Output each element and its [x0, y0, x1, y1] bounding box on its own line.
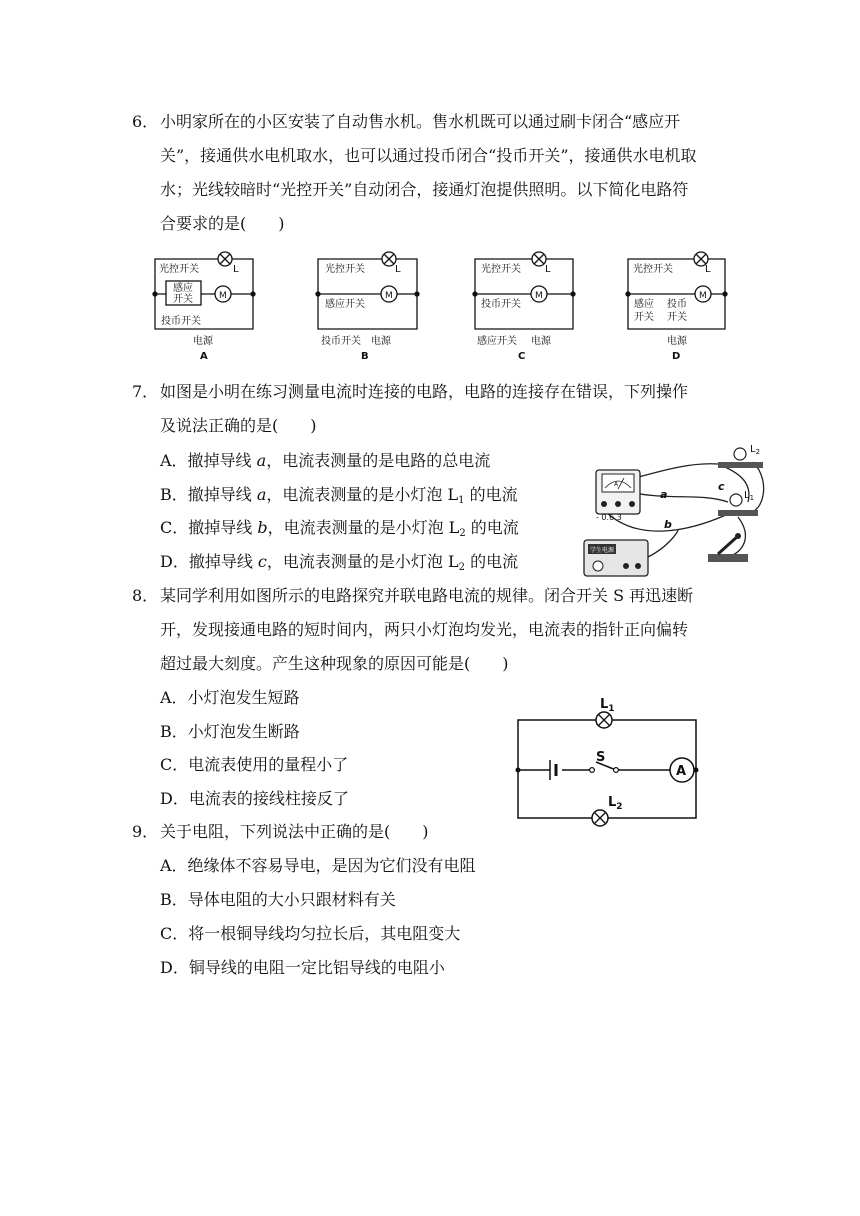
q8-parallel-circuit-figure: [510, 692, 706, 832]
circuit-a-power: 电源: [193, 336, 213, 347]
circuit-c-top-label: 光控开关: [481, 264, 521, 275]
wire-c-label: c: [718, 480, 725, 493]
q8-number: 8．: [132, 586, 159, 605]
circuit-d-top-label: 光控开关: [633, 264, 673, 275]
power-supply: [584, 540, 648, 576]
q7-line-1: 如图是小明在练习测量电流时连接的电路，电路的连接存在错误，下列操作: [160, 382, 689, 401]
ammeter-terminal-marks: - 0.6 3: [596, 513, 622, 522]
q9-line-1: 关于电阻，下列说法中正确的是( ): [160, 822, 429, 841]
circuit-b-L: L: [395, 264, 401, 275]
q9-option-a: A．绝缘体不容易导电，是因为它们没有电阻: [160, 856, 476, 875]
circuit-c-power: 电源: [531, 336, 551, 347]
circuit-b-letter: B: [361, 351, 369, 362]
circuit-a-mid-1: 感应: [173, 283, 193, 294]
circuit-d-letter: D: [672, 351, 681, 362]
circuit-c-mid-label: 投币开关: [481, 299, 521, 310]
circuit-d-s1-line1: 感应: [634, 299, 654, 310]
circuit-b-M: M: [385, 291, 393, 301]
q8-option-b: B．小灯泡发生断路: [160, 722, 300, 741]
q7-option-a: A．撤掉导线 a，电流表测量的是电路的总电流: [160, 451, 491, 470]
circuit-b-mid-label: 感应开关: [325, 299, 365, 310]
ammeter-label: A: [614, 481, 619, 488]
q9-option-d: D．铜导线的电阻一定比铝导线的电阻小: [160, 958, 445, 977]
circuit-d-s1-line2: 开关: [634, 312, 654, 323]
circuit-a-L: L: [233, 264, 239, 275]
circuit-d-s2-line1: 投币: [667, 299, 687, 310]
circuit-b-bottom-label: 投币开关: [321, 336, 361, 347]
circuit-c-M: M: [535, 291, 543, 301]
bulb-l1-label: $L_1$: [744, 490, 755, 502]
circuit-b-top-label: 光控开关: [325, 264, 365, 275]
q8-line-1: 某同学利用如图所示的电路探究并联电路电流的规律。闭合开关 S 再迅速断: [160, 586, 694, 605]
wire-a-label: a: [660, 488, 668, 501]
ammeter-device: [596, 470, 640, 522]
circuit-c-bottom-label: 感应开关: [477, 336, 517, 347]
circuit-b-power: 电源: [371, 336, 391, 347]
bulb-l2-label: $L_2$: [750, 444, 761, 456]
switch-s-contact: [590, 768, 595, 773]
q7-option-c: C．撤掉导线 b，电流表测量的是小灯泡 $L_2$ 的电流: [160, 518, 519, 539]
bulb-l2-symbol: [592, 795, 623, 826]
q7-option-d: D．撤掉导线 c，电流表测量的是小灯泡 $L_2$ 的电流: [160, 552, 519, 573]
circuit-d-s2-line2: 开关: [667, 312, 687, 323]
q7-apparatus-figure: [578, 442, 778, 582]
circuit-a-bottom-label: 投币开关: [161, 316, 201, 327]
q7-line-2: 及说法正确的是( ): [160, 416, 317, 435]
switch-s-label: S: [596, 750, 606, 765]
power-supply-label: 学生电源: [590, 547, 615, 554]
wire-b-label: b: [664, 518, 672, 531]
q9-option-b: B．导体电阻的大小只跟材料有关: [160, 890, 396, 909]
q6-line-2: 关”，接通供水电机取水，也可以通过投币闭合“投币开关”，接通供水电机取: [160, 146, 697, 165]
bulb-l1: [718, 490, 758, 516]
q6-line-4: 合要求的是( ): [160, 214, 285, 233]
bulb-l2: [718, 444, 763, 468]
circuit-c-letter: C: [518, 351, 526, 362]
q8-option-d: D．电流表的接线柱接反了: [160, 789, 349, 808]
q7-number: 7．: [132, 382, 159, 401]
circuit-d-M: M: [699, 291, 707, 301]
q6-line-3: 水；光线较暗时“光控开关”自动闭合，接通灯泡提供照明。以下简化电路符: [160, 180, 689, 199]
circuit-a-top-label: 光控开关: [159, 264, 199, 275]
circuit-d-power: 电源: [667, 336, 687, 347]
q6-line-1: 小明家所在的小区安装了自动售水机。售水机既可以通过刷卡闭合“感应开: [160, 112, 681, 131]
q6-number: 6．: [132, 112, 159, 131]
q8-line-2: 开，发现接通电路的短时间内，两只小灯泡均发光，电流表的指针正向偏转: [160, 620, 689, 639]
q8-line-3: 超过最大刻度。产生这种现象的原因可能是( ): [160, 654, 509, 673]
battery-symbol: [550, 760, 556, 780]
circuit-a-letter: A: [200, 351, 208, 362]
bulb-l1-symbol: [596, 697, 615, 728]
circuit-a-M: M: [219, 291, 227, 301]
q6-circuit-figures: [145, 245, 745, 367]
bulb-l1-symbol-label: $L_1$: [600, 697, 615, 714]
ammeter-symbol-label: A: [676, 764, 687, 779]
q8-option-a: A．小灯泡发生短路: [160, 688, 300, 707]
circuit-d-L: L: [705, 264, 711, 275]
bulb-l2-symbol-label: $L_2$: [608, 795, 623, 812]
q9-number: 9．: [132, 822, 159, 841]
circuit-c-L: L: [545, 264, 551, 275]
circuit-a-mid-2: 开关: [173, 294, 193, 305]
q7-option-b: B．撤掉导线 a，电流表测量的是小灯泡 $L_1$ 的电流: [160, 485, 518, 506]
q9-option-c: C．将一根铜导线均匀拉长后，其电阻变大: [160, 924, 461, 943]
q8-option-c: C．电流表使用的量程小了: [160, 755, 349, 774]
